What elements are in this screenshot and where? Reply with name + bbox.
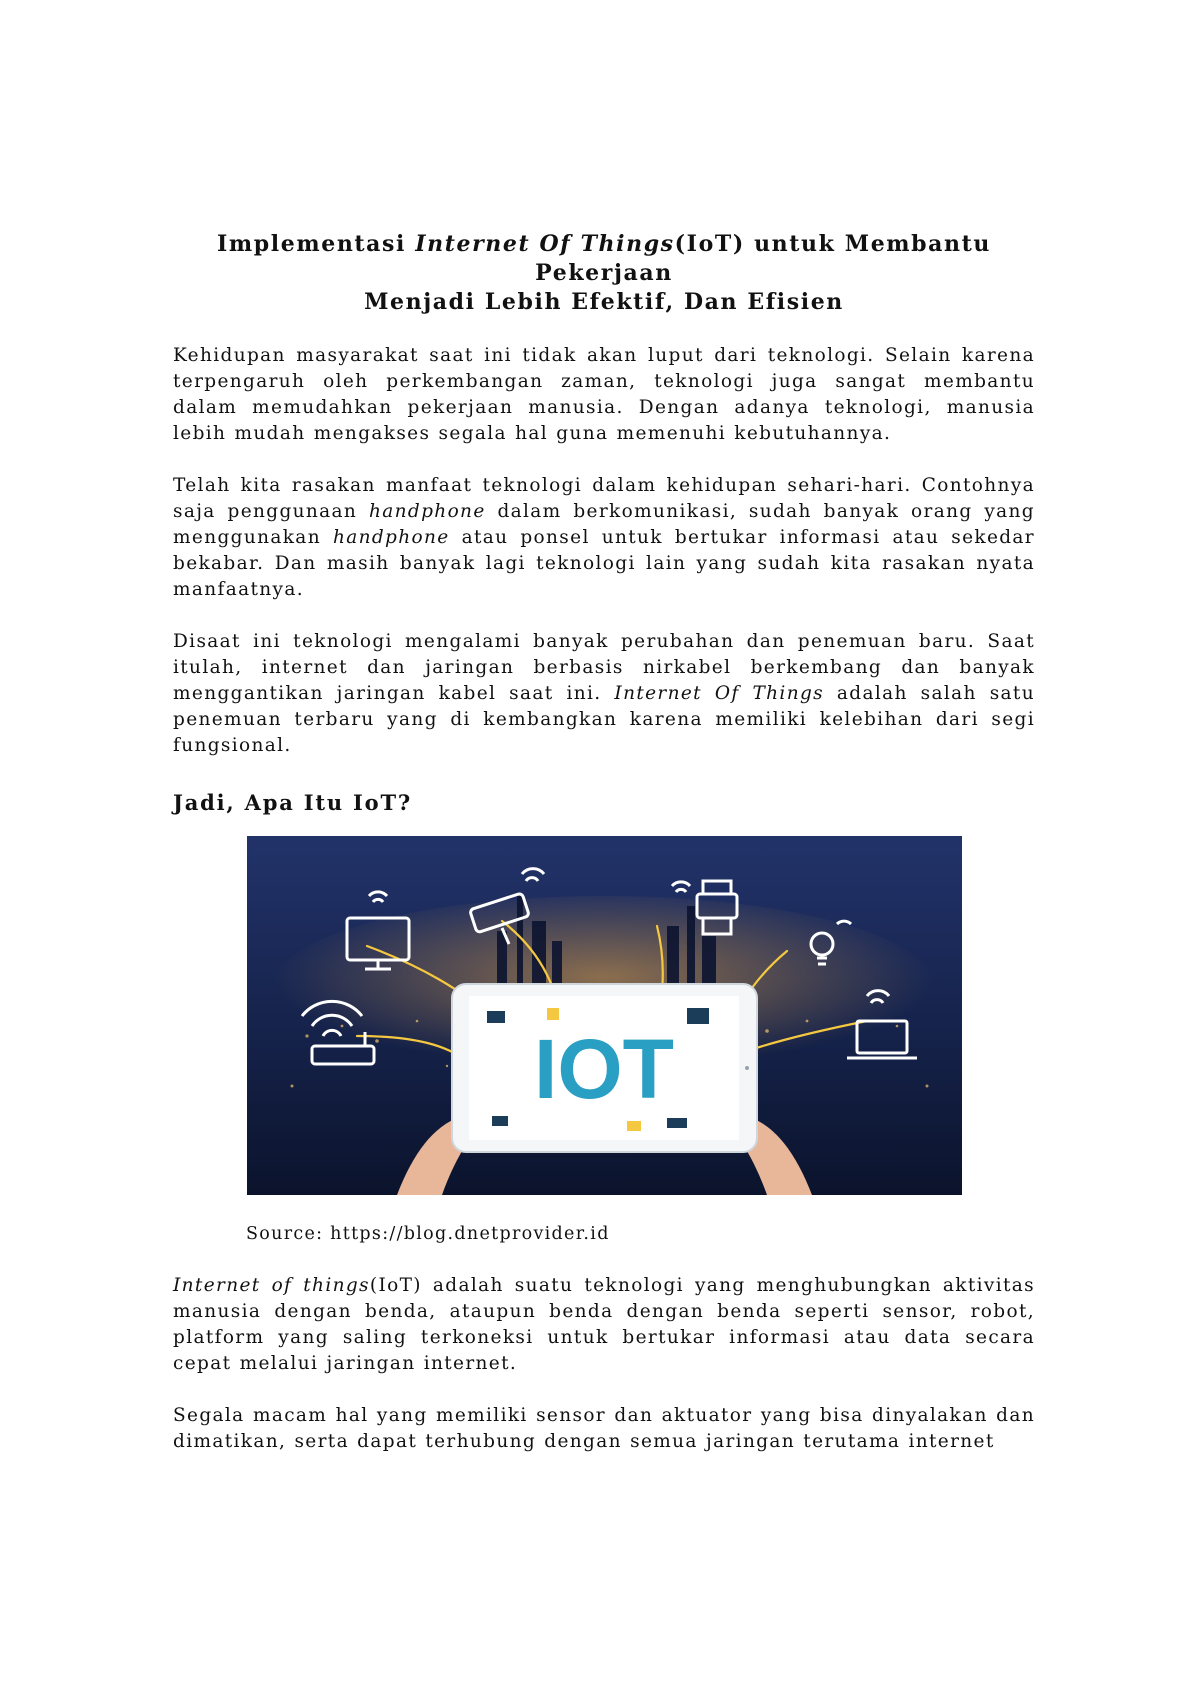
image-source-caption: Source: https://blog.dnetprovider.id [246, 1224, 610, 1244]
p2-italic-1: handphone [369, 501, 486, 522]
title-line2: Menjadi Lebih Efektif, Dan Efisien [364, 289, 844, 315]
p4-text-a: (IoT) adalah suatu teknologi yang menghubungkan aktivitas manusia dengan benda, ataupun benda dengan benda seperti sensor, robot, platform yang saling terkoneksi untuk bertukar informasi atau data secara cepat melalui jaringan internet. [173, 1275, 1035, 1374]
iot-illustration [247, 836, 962, 1195]
paragraph-5: Segala macam hal yang memiliki sensor dan aktuator yang bisa dinyalakan dan dimatikan, serta dapat terhubung dengan semua jaringan terutama internet [173, 1405, 1035, 1452]
p2-italic-2: handphone [332, 527, 450, 548]
p3-italic-1: Internet Of Things [614, 683, 824, 704]
document-body [173, 230, 1035, 1455]
p3-text-a: Disaat ini teknologi mengalami banyak perubahan dan penemuan baru. Saat itulah, internet dan jaringan berbasis nirkabel berkembang dan banyak menggantikan jaringan kabel saat ini. [173, 631, 1035, 704]
p4-italic-1: Internet of things [173, 1275, 370, 1296]
p3-text-b: adalah salah satu penemuan terbaru yang di kembangkan karena memiliki kelebihan dari segi fungsional. [173, 683, 1035, 756]
paragraph-4 [173, 1273, 1035, 1377]
tablet-iot-text: IOT [534, 1022, 674, 1116]
p2-text-b: dalam berkomunikasi, sudah banyak orang yang menggunakan [173, 501, 1035, 548]
title-italic: Internet Of Things [415, 231, 675, 257]
p2-text-c: atau ponsel untuk bertukar informasi atau sekedar bekabar. Dan masih banyak lagi teknologi lain yang sudah kita rasakan nyata manfaatnya. [173, 527, 1036, 600]
paragraph-2 [173, 473, 1035, 603]
iot-illustration-svg [247, 836, 962, 1195]
title-part2: (IoT) untuk Membantu Pekerjaan [535, 231, 991, 286]
document-title [173, 230, 1035, 317]
paragraph-3 [173, 629, 1035, 759]
p2-text-a: Telah kita rasakan manfaat teknologi dalam kehidupan sehari-hari. Contohnya saja penggunaan [173, 475, 1035, 522]
paragraph-1: Kehidupan masyarakat saat ini tidak akan luput dari teknologi. Selain karena terpengaruh oleh perkembangan zaman, teknologi juga sangat membantu dalam memudahkan pekerjaan manusia. Dengan adanya teknologi, manusia lebih mudah mengakses segala hal guna memenuhi kebutuhannya. [173, 345, 1035, 444]
section-heading: Jadi, Apa Itu IoT? [173, 790, 412, 815]
title-part1: Implementasi [217, 231, 416, 257]
